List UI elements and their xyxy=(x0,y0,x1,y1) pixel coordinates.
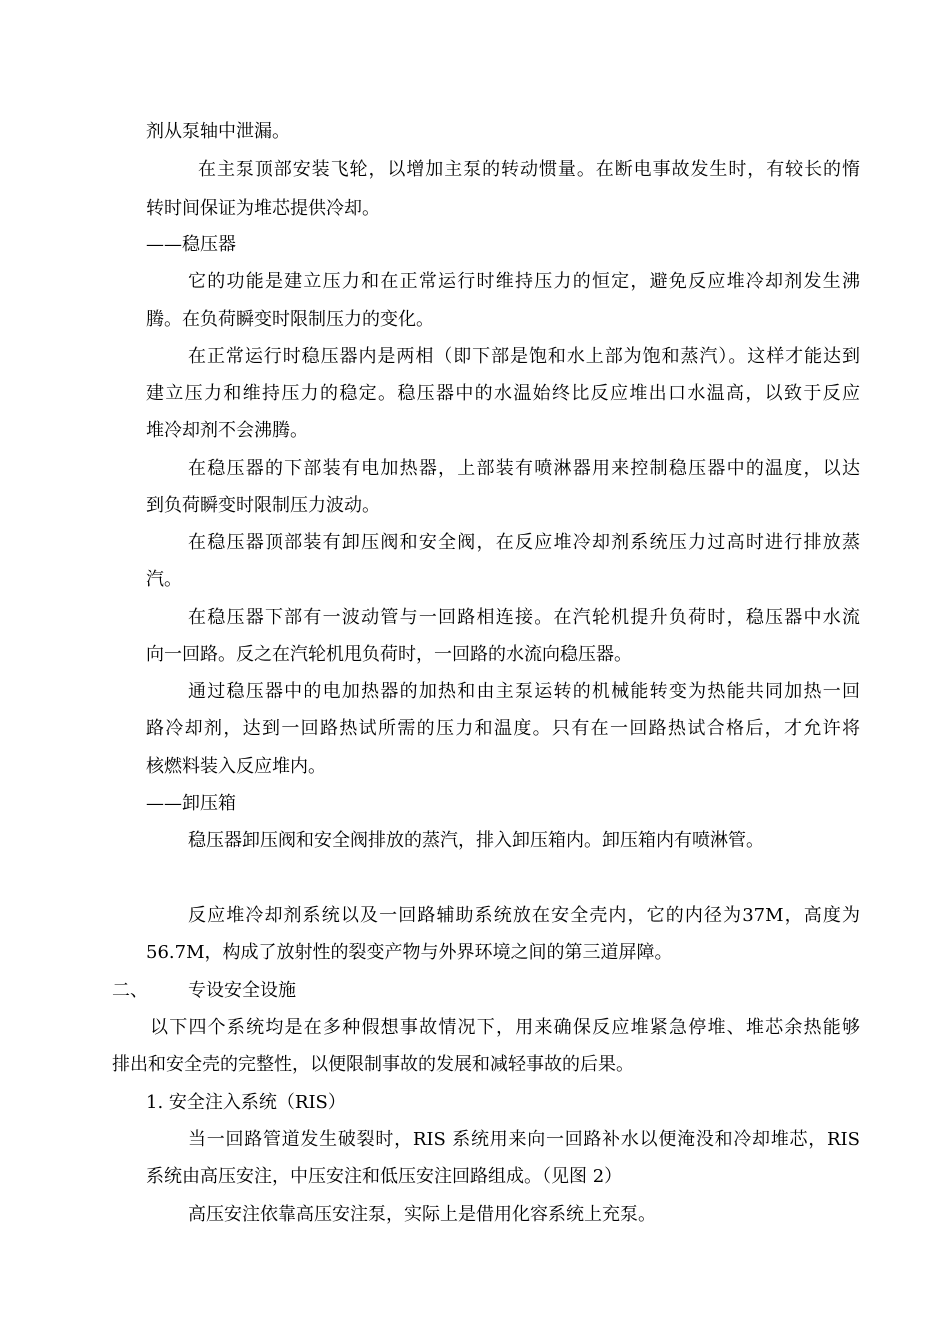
text-line: 剂从泵轴中泄漏。 xyxy=(146,121,290,142)
section-heading: ——卸压箱 xyxy=(146,793,236,814)
text-line: 56.7M，构成了放射性的裂变产物与外界环境之间的第三道屏障。 xyxy=(146,942,673,963)
text-line: 堆冷却剂不会沸腾。 xyxy=(146,420,308,441)
text-line: 高压安注依靠高压安注泵，实际上是借用化容系统上充泵。 xyxy=(188,1204,656,1225)
text-line: 它的功能是建立压力和在正常运行时维持压力的恒定，避免反应堆冷却剂发生沸 xyxy=(188,271,860,292)
text-line: 当一回路管道发生破裂时，RIS 系统用来向一回路补水以便淹没和冷却堆芯，RIS xyxy=(188,1129,860,1150)
text-line: 在稳压器下部有一波动管与一回路相连接。在汽轮机提升负荷时，稳压器中水流 xyxy=(188,607,860,628)
text-line: 通过稳压器中的电加热器的加热和由主泵运转的机械能转变为热能共同加热一回 xyxy=(188,681,860,702)
text-line: 建立压力和维持压力的稳定。稳压器中的水温始终比反应堆出口水温高，以致于反应 xyxy=(146,383,860,404)
text-line: 汽。 xyxy=(146,569,182,590)
text-line: 稳压器卸压阀和安全阀排放的蒸汽，排入卸压箱内。卸压箱内有喷淋管。 xyxy=(188,830,764,851)
text-line: 在正常运行时稳压器内是两相（即下部是饱和水上部为饱和蒸汽）。这样才能达到 xyxy=(188,346,860,367)
text-line: 路冷却剂，达到一回路热试所需的压力和温度。只有在一回路热试合格后，才允许将 xyxy=(146,718,860,739)
text-line: 核燃料装入反应堆内。 xyxy=(146,756,326,777)
text-line: 到负荷瞬变时限制压力波动。 xyxy=(146,495,380,516)
text-line: 转时间保证为堆芯提供冷却。 xyxy=(146,198,380,219)
text-line: 在稳压器顶部装有卸压阀和安全阀，在反应堆冷却剂系统压力过高时进行排放蒸 xyxy=(188,532,860,553)
subsection-heading: 1. 安全注入系统（RIS） xyxy=(146,1092,346,1113)
text-line: 腾。在负荷瞬变时限制压力的变化。 xyxy=(146,309,434,330)
text-line: 在稳压器的下部装有电加热器，上部装有喷淋器用来控制稳压器中的温度，以达 xyxy=(188,458,860,479)
text-line: 向一回路。反之在汽轮机甩负荷时，一回路的水流向稳压器。 xyxy=(146,644,632,665)
text-line: 排出和安全壳的完整性，以便限制事故的发展和减轻事故的后果。 xyxy=(112,1054,634,1075)
text-line: 以下四个系统均是在多种假想事故情况下，用来确保反应堆紧急停堆、堆芯余热能够 xyxy=(150,1017,860,1038)
text-line: 在主泵顶部安装飞轮，以增加主泵的转动惯量。在断电事故发生时，有较长的惰 xyxy=(198,159,860,180)
chapter-number: 二、 xyxy=(112,980,148,1001)
text-line: 系统由高压安注，中压安注和低压安注回路组成。（见图 2） xyxy=(146,1166,623,1187)
text-line: 反应堆冷却剂系统以及一回路辅助系统放在安全壳内，它的内径为37M，高度为 xyxy=(188,905,860,926)
section-heading: ——稳压器 xyxy=(146,234,236,255)
chapter-title: 专设安全设施 xyxy=(188,980,296,1001)
